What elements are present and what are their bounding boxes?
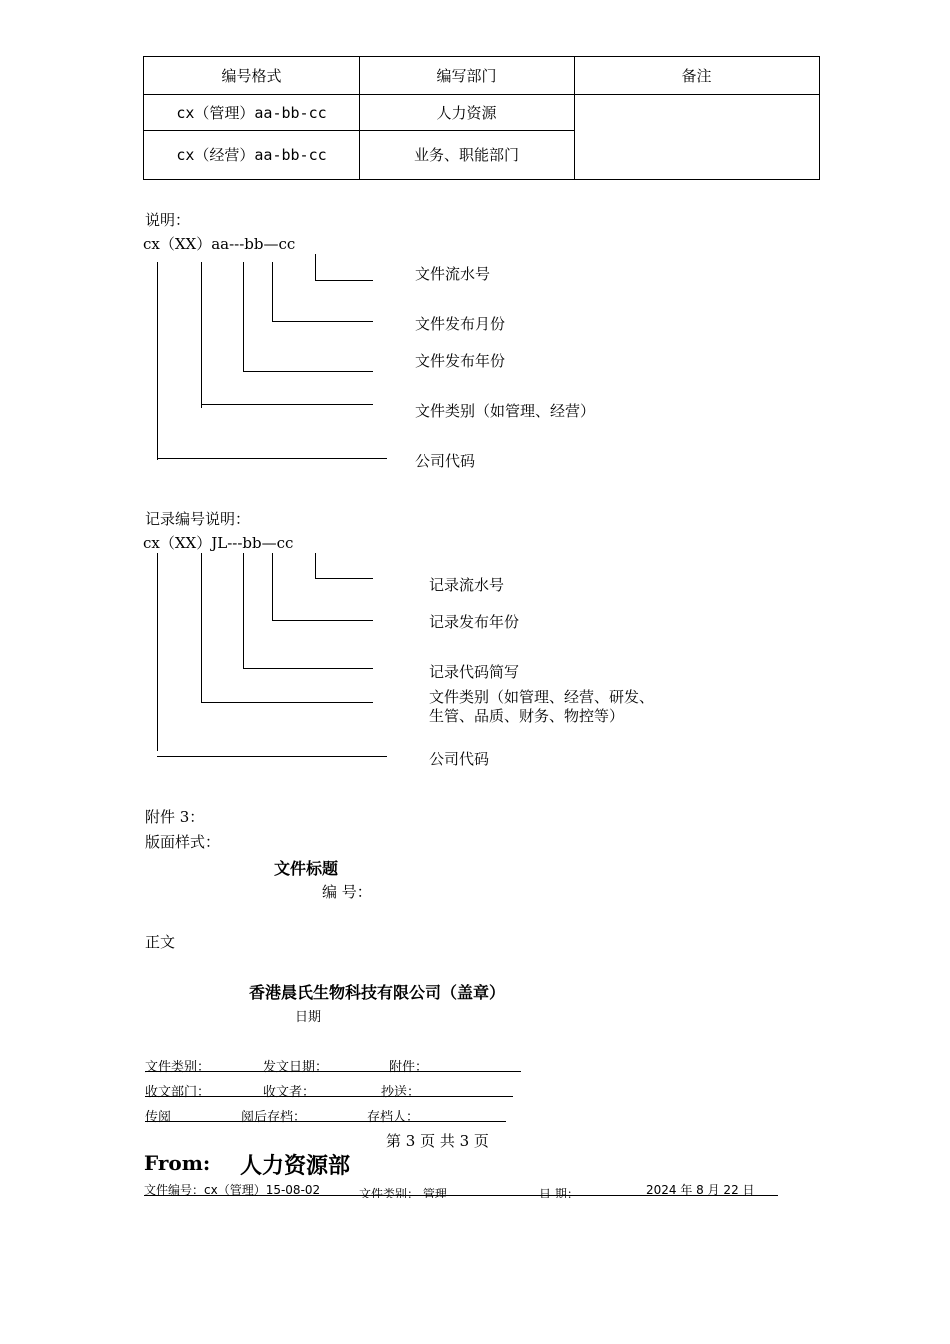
- doc-code-format: cx（XX）aa---bb—cc: [143, 235, 296, 253]
- footer-date-value: 2024 年 8 月 22 日: [646, 1183, 755, 1197]
- label-company: 公司代码: [415, 452, 476, 470]
- footer-file-type: 文件类别： 管理: [359, 1187, 447, 1198]
- record-label-serial: 记录流水号: [429, 576, 505, 594]
- header-remark: 备注: [681, 67, 712, 85]
- header-dept: 编写部门: [436, 67, 497, 85]
- form-recipient: 收文者：: [263, 1085, 316, 1100]
- label-month: 文件发布月份: [415, 315, 506, 333]
- record-code-format: cx（XX）JL---bb—cc: [143, 534, 294, 552]
- label-category: 文件类别（如管理、经营）: [415, 402, 596, 420]
- record-label-category-cont: 生管、品质、财务、物控等）: [429, 707, 625, 725]
- body-label: 正文: [145, 933, 176, 951]
- footer-info-bar: [144, 1180, 778, 1198]
- row2-format: cx（经营）aa-bb-cc: [176, 146, 327, 164]
- code-format-table: [143, 56, 820, 180]
- form-attachment: 附件：: [389, 1060, 429, 1075]
- layout-label: 版面样式：: [145, 833, 221, 851]
- number-label: 编 号：: [322, 883, 372, 901]
- doc-title-sample: 文件标题: [274, 859, 339, 878]
- from-label: From:: [144, 1151, 211, 1175]
- date-label: 日期: [295, 1010, 322, 1025]
- record-label-company: 公司代码: [429, 750, 490, 768]
- label-serial: 文件流水号: [415, 265, 491, 283]
- page-number: 第 3 页 共 3 页: [386, 1132, 489, 1150]
- row2-dept: 业务、职能部门: [413, 146, 519, 164]
- form-recv-dept: 收文部门：: [145, 1085, 211, 1100]
- form-cc: 抄送：: [381, 1085, 421, 1100]
- form-archiver: 存档人：: [367, 1110, 420, 1125]
- footer-date-label: 日 期：: [539, 1187, 579, 1198]
- footer-file-no: 文件编号：cx（管理）15-08-02: [144, 1183, 321, 1197]
- company-seal: 香港晨氏生物科技有限公司（盖章）: [249, 983, 506, 1002]
- row1-dept: 人力资源: [436, 103, 497, 122]
- form-send-date: 发文日期：: [263, 1060, 329, 1075]
- doc-code-title: 说明：: [145, 211, 191, 229]
- label-year: 文件发布年份: [415, 352, 506, 370]
- from-dept: 人力资源部: [240, 1153, 351, 1179]
- record-code-title: 记录编号说明：: [145, 510, 251, 528]
- row1-format: cx（管理）aa-bb-cc: [176, 103, 327, 122]
- attachment-label: 附件 3：: [145, 808, 205, 826]
- record-label-year: 记录发布年份: [429, 613, 520, 631]
- form-circulate: 传阅: [145, 1110, 172, 1125]
- record-label-category: 文件类别（如管理、经营、研发、: [429, 688, 655, 706]
- form-file-type: 文件类别：: [145, 1060, 211, 1075]
- form-archive: 阅后存档：: [241, 1110, 307, 1125]
- record-label-code: 记录代码简写: [429, 663, 520, 681]
- header-format: 编号格式: [221, 67, 282, 85]
